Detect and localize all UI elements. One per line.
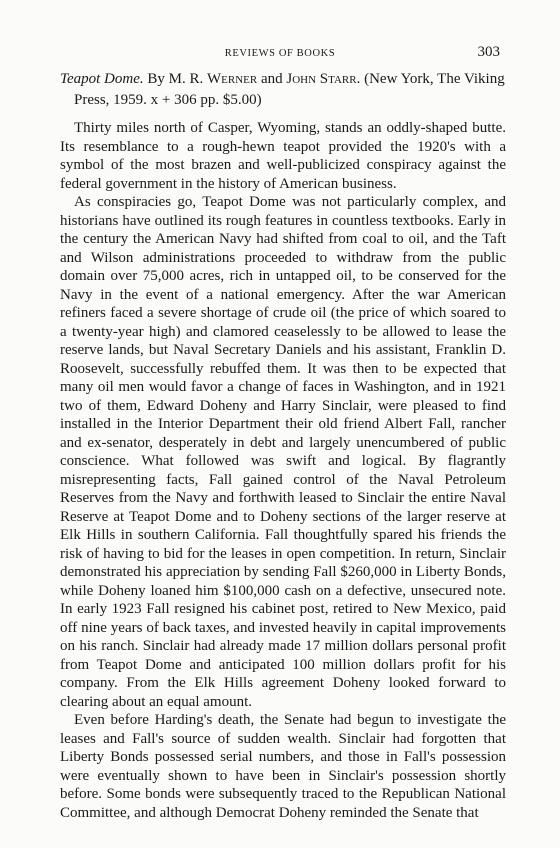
review-body — [60, 119, 506, 822]
running-head: REVIEWS OF BOOKS — [224, 48, 336, 59]
paragraph: As conspiracies go, Teapot Dome was not particularly complex, and historians have outlined its rough features in countless textbooks. Early in the century the American Navy had shifted from coal to oil, and the Taft and Wilson administrations proceeded to withdraw from the public domain over 75,000 acres, rich in untapped oil, to be conserved for the Navy in the event of a national emergency. After the war American refiners faced a severe shortage of crude oil (the price of which soared to a twenty-year high) and clamored ceaselessly to be allowed to lease the reserve lands, but Naval Secretary Daniels and his assistant, Franklin D. Roosevelt, successfully rebuffed them. It was then to be expected that many oil men would favor a change of faces in Washington, and in 1921 two of them, Edward Doheny and Harry Sinclair, were pleased to find installed in the Interior Department their old friend Albert Fall, rancher and ex-senator, desperately in debt and largely unencumbered of public conscience. What followed was swift and logical. By flagrantly misrepresenting facts, Fall gained control of the Naval Petroleum Reserves from the Navy and forthwith leased to Sinclair the entire Naval Reserve at Teapot Dome and to Doheny sections of the larger reserve at Elk Hills in southern California. Fall thoughtfully spared his friends the risk of having to bid for the leases in open competition. In return, Sinclair demonstrated his appreciation by sending Fall $260,000 in Liberty Bonds, while Doheny loaned him $100,000 cash on a defective, unsecured note. In early 1923 Fall resigned his cabinet post, retired to New Mexico, paid off nine years of back taxes, and invested heavily in capital improvements on his ranch. Sinclair had already made 17 million dollars personal profit from Teapot Dome and anticipated 100 million dollars profit for his company. From the Elk Hills agreement Doheny looked forward to clearing about an equal amount. — [60, 194, 506, 710]
book-citation — [60, 69, 520, 110]
author-name: John Starr — [286, 71, 357, 87]
publication-info: . (New York, The Viking Press, 1959. x + 306 pp. $5.00) — [74, 71, 505, 108]
paragraph: Thirty miles north of Casper, Wyoming, stands an oddly-shaped butte. Its resemblance to a rough-hewn teapot provided the 1920's with a symbol of the most brazen and well-publicized conspiracy against the federal government in the history of American business. — [60, 120, 506, 192]
book-title: Teapot Dome. — [60, 71, 144, 87]
page-number: 303 — [477, 44, 500, 60]
paragraph: Even before Harding's death, the Senate had begun to investigate the leases and Fall's source of sudden wealth. Sinclair had forgotten that Liberty Bonds possessed serial numbers, and those in Fall's possession were eventually shown to have been in Sinclair's possession shortly before. Some bonds were subsequently traced to the Republican National Committee, and although Democrat Doheny reminded the Senate that — [60, 712, 506, 821]
citation-by: By M. R. — [147, 71, 207, 87]
citation-and: and — [257, 71, 287, 87]
page-header — [60, 44, 500, 64]
author-name: Werner — [206, 71, 258, 87]
